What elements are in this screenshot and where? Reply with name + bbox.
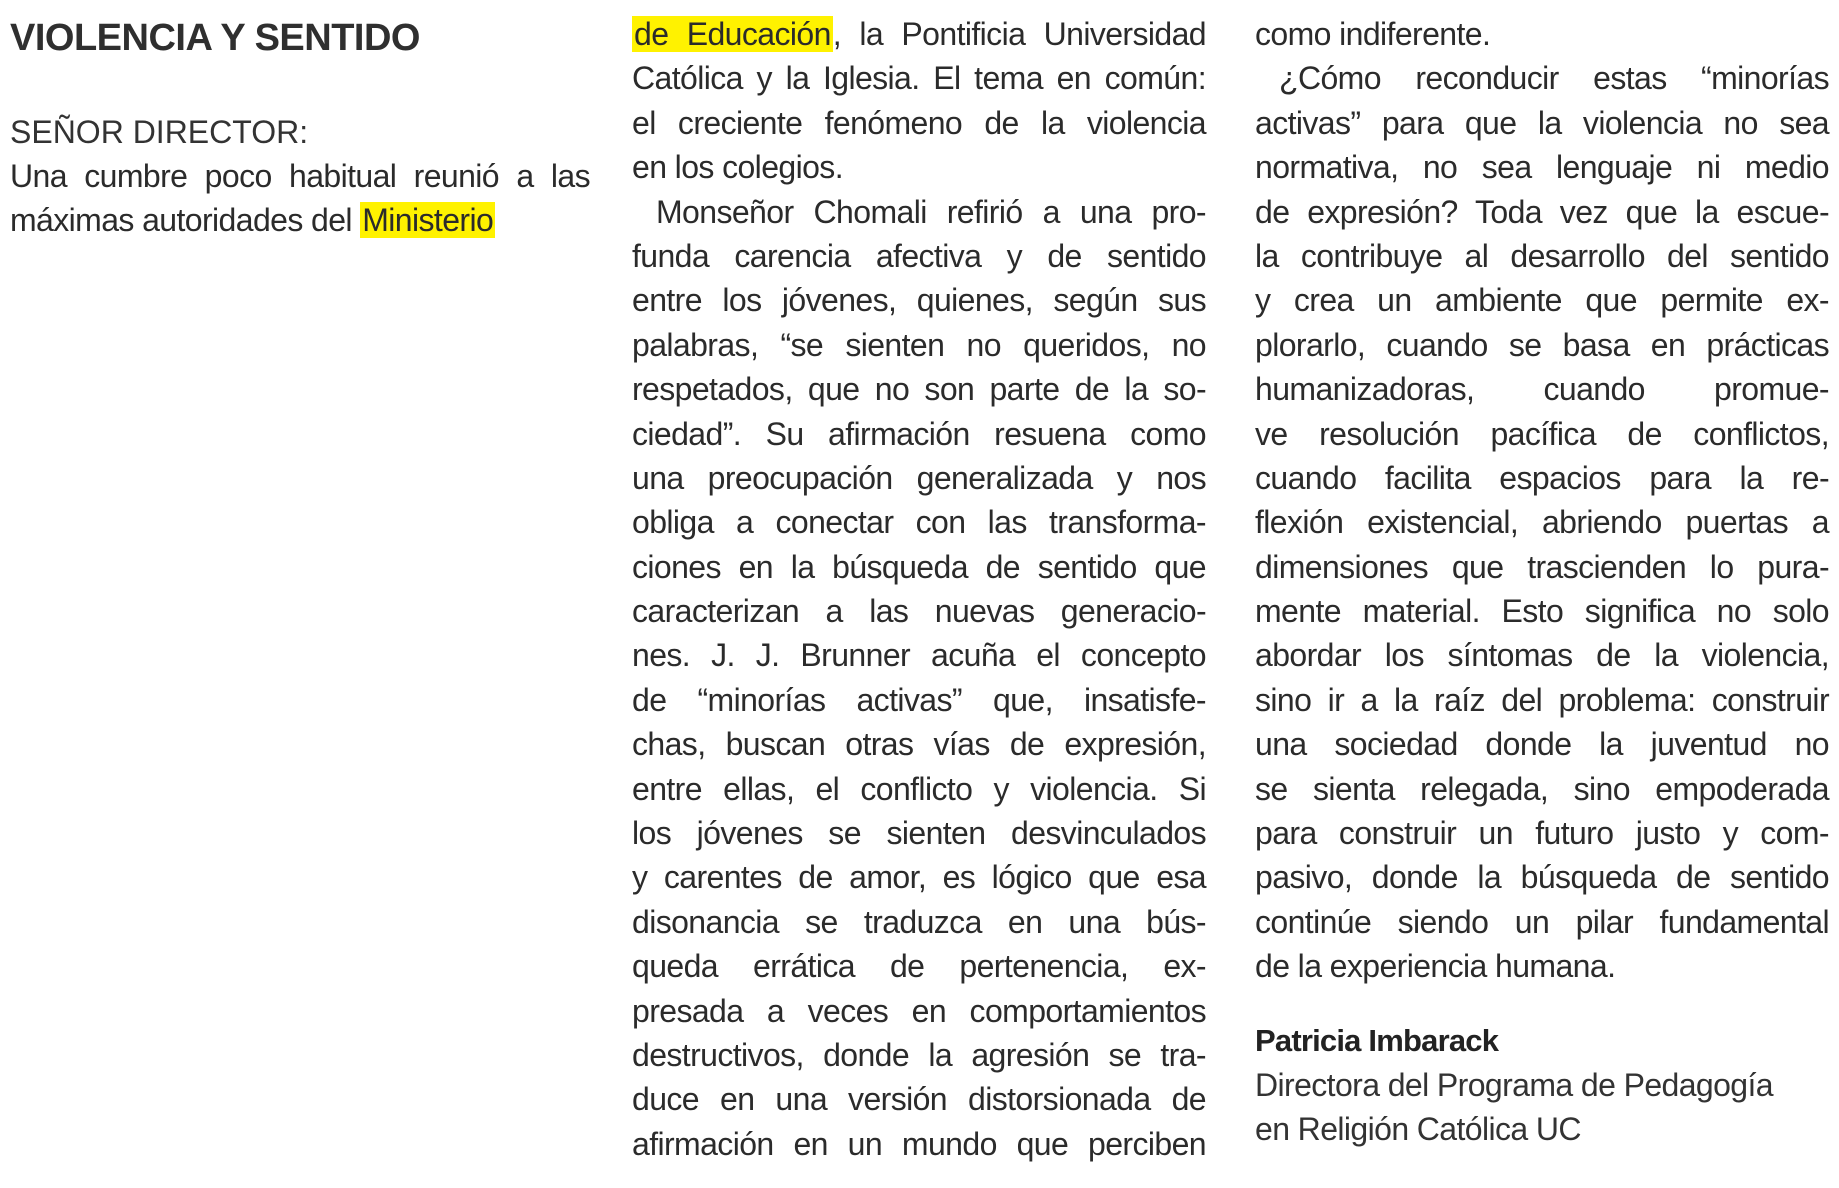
body-line: ¿Cómo reconducir estas “minorías	[1279, 60, 1829, 97]
body-line: Una cumbre poco habitual reunió a las	[10, 158, 590, 194]
body-line: caracterizan a las nuevas generacio-	[632, 593, 1206, 630]
signature-block	[1255, 1019, 1829, 1152]
body-line: respetados, que no son parte de la so-	[632, 371, 1206, 408]
body-line: abordar los síntomas de la violencia,	[1255, 637, 1829, 674]
body-line: plorarlo, cuando se basa en prácticas	[1255, 326, 1829, 363]
body-line: mente material. Esto significa no solo	[1255, 593, 1829, 630]
column-2	[632, 0, 1206, 1166]
author-affiliation-line: Directora del Programa de Pedagogía	[1255, 1066, 1773, 1103]
body-line: duce en una versión distorsionada de	[632, 1081, 1206, 1118]
highlighted-text: Ministerio	[362, 202, 494, 239]
body-line: se sienta relegada, sino empoderada	[1255, 770, 1829, 807]
body-line: entre los jóvenes, quienes, según sus	[632, 282, 1206, 319]
body-line: ciones en la búsqueda de sentido que	[632, 548, 1206, 585]
body-line-text: máximas autoridades del	[10, 202, 352, 239]
headline: VIOLENCIA Y SENTIDO	[10, 17, 420, 59]
body-line: pasivo, donde la búsqueda de sentido	[1255, 859, 1829, 896]
body-line: una sociedad donde la juventud no	[1255, 726, 1829, 763]
body-line: Católica y la Iglesia. El tema en común:	[632, 60, 1206, 97]
column-1-body	[10, 154, 590, 243]
body-line: ve resolución pacífica de conflictos,	[1255, 415, 1829, 452]
body-line: queda errática de pertenencia, ex-	[632, 948, 1206, 985]
body-line	[632, 12, 1206, 56]
column-2-body	[632, 12, 1206, 1166]
body-line: cuando facilita espacios para la re-	[1255, 459, 1829, 496]
body-line: presada a veces en comportamientos	[632, 992, 1206, 1029]
column-1	[10, 0, 590, 243]
body-line: como indiferente.	[1255, 16, 1491, 52]
body-line: para construir un futuro justo y com-	[1255, 815, 1829, 852]
body-line: el creciente fenómeno de la violencia	[632, 104, 1206, 141]
body-line: entre ellas, el conflicto y violencia. Si	[632, 770, 1206, 807]
body-line	[10, 198, 590, 242]
body-line: chas, buscan otras vías de expresión,	[632, 726, 1206, 763]
body-line: flexión existencial, abriendo puertas a	[1255, 504, 1829, 541]
body-line: palabras, “se sienten no queridos, no	[632, 326, 1206, 363]
body-line: obliga a conectar con las transforma-	[632, 504, 1206, 541]
body-line: de la experiencia humana.	[1255, 948, 1616, 985]
body-line: afirmación en un mundo que perciben	[632, 1125, 1206, 1162]
highlighted-text: de Educación	[634, 16, 831, 52]
body-line: humanizadoras, cuando promue-	[1255, 371, 1829, 408]
column-3	[1255, 0, 1829, 1151]
author-name: Patricia Imbarack	[1255, 1022, 1499, 1058]
body-line: continúe siendo un pilar fundamental	[1255, 903, 1829, 940]
body-line-text: , la Pontificia Universidad	[832, 16, 1206, 52]
body-line: dimensiones que trascienden lo pura-	[1255, 548, 1829, 585]
author-affiliation-line: en Religión Católica UC	[1255, 1111, 1581, 1147]
body-line: nes. J. J. Brunner acuña el concepto	[632, 637, 1206, 674]
body-line: en los colegios.	[632, 149, 843, 186]
salutation: SEÑOR DIRECTOR:	[10, 114, 309, 150]
body-line: la contribuye al desarrollo del sentido	[1255, 237, 1829, 274]
body-line: y carentes de amor, es lógico que esa	[632, 859, 1206, 896]
body-line: una preocupación generalizada y nos	[632, 459, 1206, 496]
body-line: y crea un ambiente que permite ex-	[1255, 282, 1829, 319]
body-line: normativa, no sea lenguaje ni medio	[1255, 149, 1829, 186]
body-line: sino ir a la raíz del problema: construir	[1255, 681, 1829, 718]
body-line: funda carencia afectiva y de sentido	[632, 237, 1206, 274]
body-line: activas” para que la violencia no sea	[1255, 104, 1829, 141]
column-3-body	[1255, 12, 1829, 989]
body-line: disonancia se traduzca en una bús-	[632, 903, 1206, 940]
body-line: de “minorías activas” que, insatisfe-	[632, 681, 1206, 718]
body-line: de expresión? Toda vez que la escue-	[1255, 193, 1829, 230]
body-line: los jóvenes se sienten desvinculados	[632, 815, 1206, 852]
body-line: Monseñor Chomali refirió a una pro-	[656, 193, 1206, 230]
body-line: ciedad”. Su afirmación resuena como	[632, 415, 1206, 452]
body-line: destructivos, donde la agresión se tra-	[632, 1036, 1206, 1073]
